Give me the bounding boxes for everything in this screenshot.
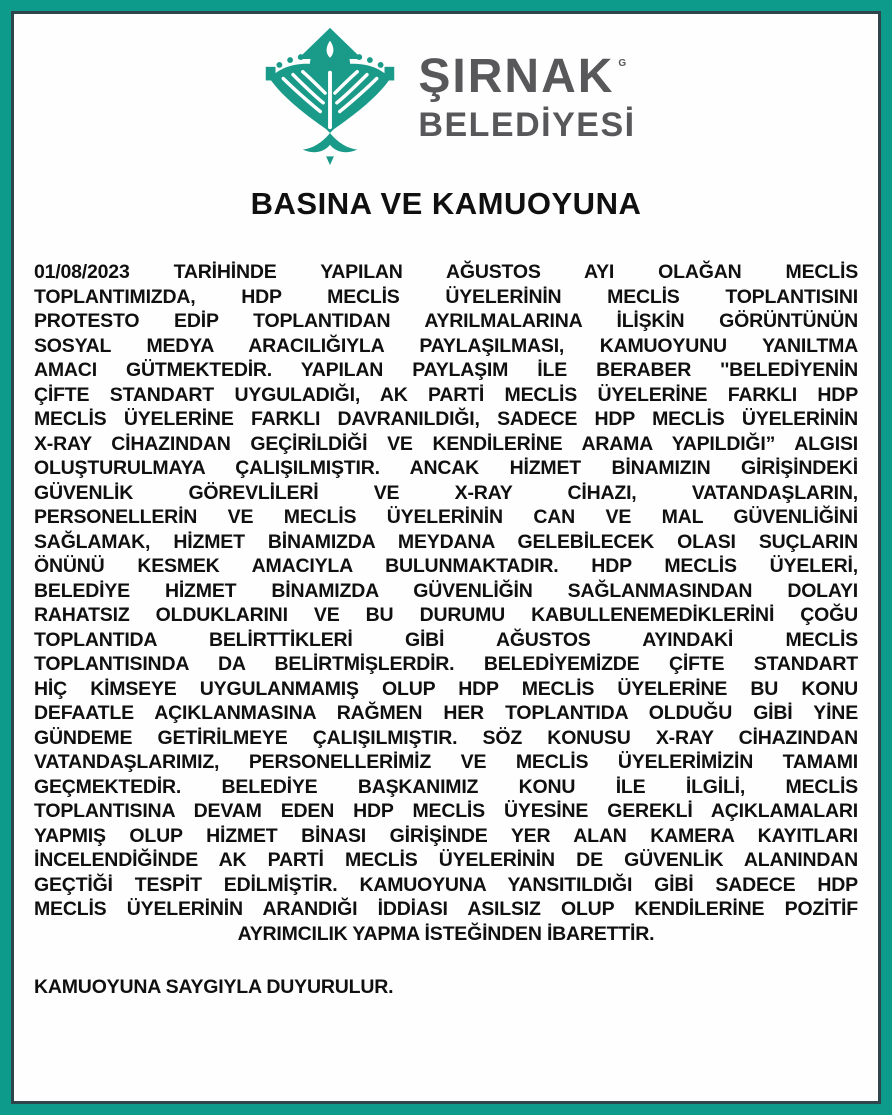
statement-line: TOPLANTISINDA DA BELİRTMİŞLERDİR. BELEDİYEMİZDE ÇİFTE STANDART xyxy=(34,653,858,675)
statement-line: RAHATSIZ OLDUKLARINI VE BU DURUMU KABULLENEMEDİKLERİNİ ÇOĞU xyxy=(34,604,858,626)
page-frame xyxy=(11,11,881,1104)
logo-subtitle: BELEDİYESİ xyxy=(418,105,636,144)
statement-line: TOPLANTIMIZDA, HDP MECLİS ÜYELERİNİN MECLİS TOPLANTISINI xyxy=(34,285,858,308)
logo-trademark-mark: G xyxy=(618,57,627,69)
statement-body xyxy=(34,260,858,946)
statement-line: GÜVENLİK GÖREVLİLERİ VE X-RAY CİHAZI, VATANDAŞLARIN, xyxy=(34,481,858,504)
statement-line: X-RAY CİHAZINDAN GEÇİRİLDİĞİ VE KENDİLERİNE ARAMA YAPILDIĞI” ALGISI xyxy=(34,432,858,455)
statement-line: MECLİS ÜYELERİNE FARKLI DAVRANILDIĞI, SADECE HDP MECLİS ÜYELERİNİN xyxy=(34,408,858,430)
statement-line: ÇİFTE STANDART UYGULADIĞI, AK PARTİ MECLİS ÜYELERİNE FARKLI HDP xyxy=(34,383,858,406)
statement-line: GEÇMEKTEDİR. BELEDİYE BAŞKANIMIZ KONU İLE İLGİLİ, MECLİS xyxy=(34,775,858,798)
header xyxy=(34,24,858,222)
statement-line: BELEDİYE HİZMET BİNAMIZDA GÜVENLİĞİN SAĞLANMASINDAN DOLAYI xyxy=(34,579,858,602)
statement-line: İNCELENDİĞİNDE AK PARTİ MECLİS ÜYELERİNİN DE GÜVENLİK ALANINDAN xyxy=(34,849,858,871)
statement-section xyxy=(34,260,858,999)
logo-text-block xyxy=(418,49,636,144)
statement-line: AMACI GÜTMEKTEDİR. YAPILAN PAYLAŞIM İLE BERABER ''BELEDİYENİN xyxy=(34,359,858,381)
page-title: BASINA VE KAMUOYUNA xyxy=(250,186,642,221)
statement-line: ÖNÜNÜ KESMEK AMACIYLA BULUNMAKTADIR. HDP MECLİS ÜYELERİ, xyxy=(34,555,858,577)
statement-line: GEÇTİĞİ TESPİT EDİLMİŞTİR. KAMUOYUNA YANSITILDIĞI GİBİ SADECE HDP xyxy=(34,873,858,896)
statement-line: SOSYAL MEDYA ARACILIĞIYLA PAYLAŞILMASI, KAMUOYUNU YANILTMA xyxy=(34,334,858,357)
statement-line: MECLİS ÜYELERİNİN ARANDIĞI İDDİASI ASILSIZ OLUP KENDİLERİNE POZİTİF xyxy=(34,898,858,920)
statement-line: SAĞLAMAK, HİZMET BİNAMIZDA MEYDANA GELEBİLECEK OLASI SUÇLARIN xyxy=(34,530,858,553)
sirnak-emblem-icon xyxy=(256,24,404,170)
statement-line: PROTESTO EDİP TOPLANTIDAN AYRILMALARINA İLİŞKİN GÖRÜNTÜNÜN xyxy=(34,310,858,332)
statement-line: VATANDAŞLARIMIZ, PERSONELLERİMİZ VE MECLİS ÜYELERİMİZİN TAMAMI xyxy=(34,751,858,773)
statement-line: DEFAATLE AÇIKLANMASINA RAĞMEN HER TOPLANTIDA OLDUĞU GİBİ YİNE xyxy=(34,702,858,724)
statement-line: GÜNDEME GETİRİLMEYE ÇALIŞILMIŞTIR. SÖZ KONUSU X-RAY CİHAZINDAN xyxy=(34,726,858,749)
statement-line: YAPMIŞ OLUP HİZMET BİNASI GİRİŞİNDE YER ALAN KAMERA KAYITLARI xyxy=(34,824,858,847)
statement-line: HİÇ KİMSEYE UYGULANMAMIŞ OLUP HDP MECLİS ÜYELERİNE BU KONU xyxy=(34,677,858,700)
logo-name xyxy=(418,49,635,103)
logo-name-text: ŞIRNAK xyxy=(418,49,615,103)
closing-line: KAMUOYUNA SAYGIYLA DUYURULUR. xyxy=(34,976,394,998)
statement-line: TOPLANTISINA DEVAM EDEN HDP MECLİS ÜYESİNE GEREKLİ AÇIKLAMALARI xyxy=(34,800,858,822)
statement-line: 01/08/2023 TARİHİNDE YAPILAN AĞUSTOS AYI OLAĞAN MECLİS xyxy=(34,261,858,283)
statement-line: PERSONELLERİN VE MECLİS ÜYELERİNİN CAN VE MAL GÜVENLİĞİNİ xyxy=(34,506,858,528)
statement-line: AYRIMCILIK YAPMA İSTEĞİNDEN İBARETTİR. xyxy=(237,922,655,945)
municipality-logo xyxy=(34,24,858,170)
statement-line: OLUŞTURULMAYA ÇALIŞILMIŞTIR. ANCAK HİZMET BİNAMIZIN GİRİŞİNDEKİ xyxy=(34,457,858,479)
statement-line: TOPLANTIDA BELİRTTİKLERİ GİBİ AĞUSTOS AYINDAKİ MECLİS xyxy=(34,628,858,651)
